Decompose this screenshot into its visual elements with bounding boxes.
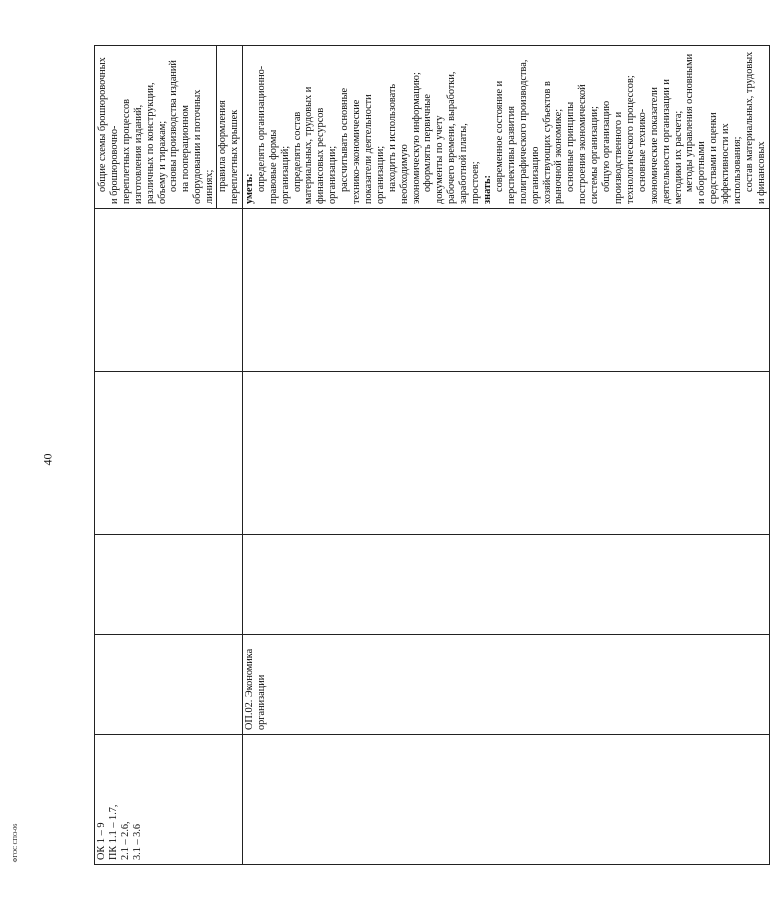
table-row	[242, 46, 769, 865]
text-line: общие схемы брошюровочных и брошюровочно-	[97, 57, 120, 204]
text-line: системы организации;	[589, 106, 601, 204]
text-line: находить и использовать необходимую	[386, 83, 410, 204]
empty-cell	[242, 372, 769, 535]
text-line: переплетных процессов изготовления изданий,	[120, 99, 144, 204]
text-line: показатели деятельности организации;	[362, 94, 386, 204]
rotated-table-container	[94, 45, 767, 865]
text-line: использования;	[732, 136, 744, 204]
text-line: экономическую информацию;	[410, 72, 422, 204]
text-line: рабочего времени, выработки, заработной платы,	[446, 71, 470, 204]
text-line: определять состав материальных, трудовых и	[291, 86, 315, 204]
text-line: основные технико-экономические показатели	[636, 87, 660, 204]
text-line: правила оформления переплетных крышек	[217, 100, 240, 204]
footer-mark: ФГОС СПО-06	[13, 823, 19, 863]
text-line: состав материальных, трудовых и финансовых	[743, 51, 767, 204]
text-line: оформлять первичные документы по учету	[422, 94, 446, 204]
competency-table	[94, 45, 770, 865]
competency-line: ПК 1.1 – 1.7,	[107, 804, 119, 860]
text-line: организаций;	[279, 145, 291, 204]
knowledge-heading: знать:	[482, 175, 493, 204]
discipline-title: ОП.02. Экономика организации	[243, 648, 267, 730]
empty-cell	[95, 372, 243, 535]
text-line: рассчитывать основные технико-экономические	[339, 87, 363, 204]
text-line: линиях;	[204, 46, 217, 208]
empty-cell	[95, 209, 243, 372]
text-line: технологического процессов;	[624, 75, 636, 204]
text-line: основы производства изданий	[168, 60, 180, 192]
text-line: общую организацию производственного и	[601, 100, 624, 204]
text-line: на пооперационном оборудовании и поточных	[180, 89, 204, 204]
competency-line: 2.1 – 2.6,	[119, 821, 131, 860]
empty-cell	[95, 635, 243, 735]
text-line: основные принципы построения экономической	[565, 84, 589, 204]
empty-cell	[242, 209, 769, 372]
table-row	[95, 46, 243, 865]
skills-knowledge-cell	[242, 46, 769, 209]
text-line: различных по конструкции, объему и тиражам;	[144, 82, 168, 204]
text-line: определять организационно-правовые формы	[255, 65, 279, 204]
skills-heading: уметь:	[243, 173, 255, 204]
text-line: простоев;	[470, 161, 482, 204]
empty-cell	[95, 535, 243, 635]
text-line: деятельности организации и методики их расчета;	[660, 79, 684, 204]
page-number: 40	[40, 453, 55, 466]
discipline-cell	[242, 635, 769, 735]
text-line: полиграфического производства, организацию	[517, 59, 541, 204]
text-line: средствами и оценки эффективности их	[708, 112, 732, 204]
text-line: современное состояние и перспективы развития	[493, 80, 517, 204]
description-cell	[95, 46, 243, 209]
competency-line: ОК 1 – 9	[96, 822, 107, 860]
text-line: методы управления основными и оборотными	[684, 53, 708, 204]
competency-line: 3.1 – 3.6	[131, 823, 143, 860]
text-line: финансовых ресурсов организации;	[315, 107, 339, 204]
competencies-cell	[95, 735, 243, 865]
text-line: хозяйствующих субъектов в рыночной экономике;	[541, 81, 565, 204]
empty-cell	[242, 535, 769, 635]
empty-cell	[242, 735, 769, 865]
